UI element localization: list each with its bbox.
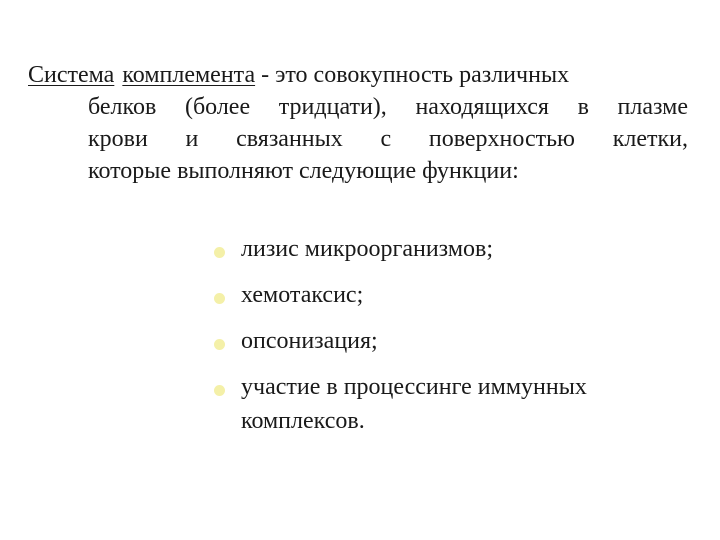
function-lysis: лизис микроорганизмов; [241, 236, 493, 262]
function-immune-complex-processing [241, 374, 587, 434]
list-item [214, 324, 694, 358]
definition-line-4: которые выполняют следующие функции: [88, 158, 519, 184]
bullet-dot-icon [214, 385, 225, 396]
function-line-1: участие в процессинге иммунных [241, 374, 587, 400]
list-item [214, 232, 694, 266]
definition-line-2: белков (более тридцати), находящихся в плазме [88, 94, 688, 120]
bullet-dot-icon [214, 339, 225, 350]
term-word-complement: комплемента [122, 62, 256, 88]
function-chemotaxis: хемотаксис; [241, 282, 364, 308]
definition-line-1 [28, 59, 688, 91]
definition-line-3: крови и связанных с поверхностью клетки, [88, 126, 688, 152]
definition-paragraph [28, 59, 688, 187]
list-item [214, 370, 694, 438]
bullet-dot-icon [214, 293, 225, 304]
functions-list [214, 232, 694, 450]
definition-line-1-rest: - это совокупность различных [255, 62, 570, 88]
function-opsonization: опсонизация; [241, 328, 378, 354]
term-word-system: Система [28, 62, 115, 88]
list-item [214, 278, 694, 312]
function-line-2: комплексов. [241, 408, 365, 434]
bullet-dot-icon [214, 247, 225, 258]
